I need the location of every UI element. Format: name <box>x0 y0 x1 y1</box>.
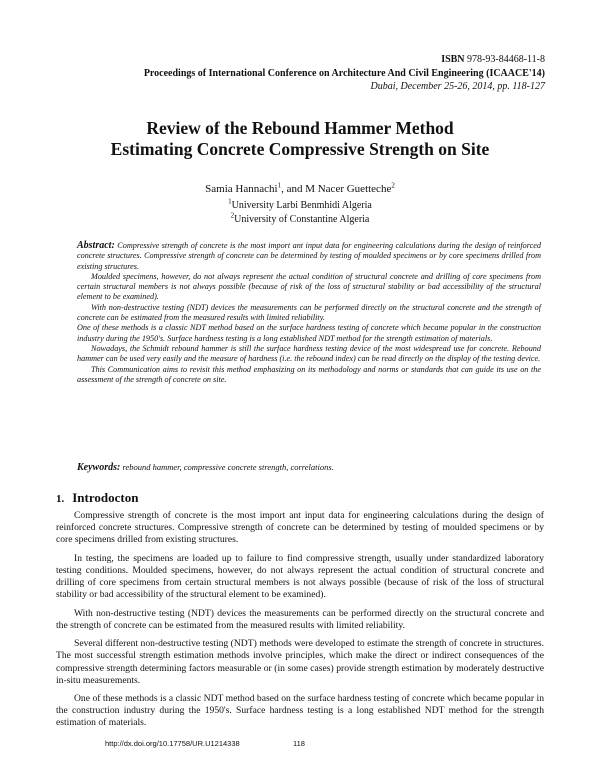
abstract-paragraph-text: Compressive strength of concrete is the most import ant input data for engineering calculations during the design of reinforced concrete structures. Compressive strength of concrete can be determined by testing of moulded specimens or by core specimens drilled from existing structures. <box>77 241 542 271</box>
affiliation-1-mark: 1 <box>228 197 232 206</box>
author-2-affiliation-mark: 2 <box>391 181 395 190</box>
body-paragraph: One of these methods is a classic NDT method based on the surface hardness testing of concrete which became popular in the construction industry during the 1950's. Surface hardness testing is a long established NDT method for the strength estimation of materials. <box>56 693 544 729</box>
abstract-paragraph: Moulded specimens, however, do not always represent the actual condition of structural concrete and drilling of core specimens from certain structural members is not always possible (because of risk of the loss of structural stability or bad accessibility of the structural element to be examined). <box>77 271 541 302</box>
abstract-paragraph <box>77 241 541 272</box>
affiliation-1 <box>0 197 600 211</box>
conference-dates-pages: Dubai, December 25-26, 2014, pp. 118-127 <box>370 81 545 92</box>
paper-title-line-1: Review of the Rebound Hammer Method <box>146 118 454 138</box>
isbn-value: 978-93-84468-11-8 <box>467 54 545 65</box>
affiliation-2-mark: 2 <box>230 211 235 220</box>
section-number: 1. <box>56 493 65 505</box>
abstract-paragraph: One of these methods is a classic NDT method based on the surface hardness testing of concrete which became popular in the construction industry during the 1950's. Surface hardness testing is a long established NDT method for the strength estimation of materials. <box>77 323 541 343</box>
affiliation-2 <box>0 211 600 225</box>
abstract-label: Abstract: <box>77 240 115 251</box>
keywords-line <box>77 462 541 473</box>
abstract-paragraph: Nowadays, the Schmidt rebound hammer is still the surface hardness testing device of the most widespread use for concrete. Rebound hammer can be used very easily and the measure of hardness (i.e. the rebound index) can be read directly on the display of the testing device. <box>77 343 541 364</box>
author-1: Samia Hannachi <box>205 183 278 195</box>
keywords-text: rebound hammer, compressive concrete strength, correlations. <box>122 462 334 472</box>
body-paragraph: Compressive strength of concrete is the most import ant input data for engineering calculations during the design of reinforced concrete structures. Compressive strength of concrete can be determined by testing of moulded specimens or by core specimens drilled from existing structures. <box>56 510 544 546</box>
paper-title-line-2: Estimating Concrete Compressive Strength on Site <box>110 139 490 159</box>
keywords-label: Keywords: <box>77 462 121 473</box>
paper-title <box>0 118 600 160</box>
section-body <box>56 510 544 736</box>
section-title: Introdocton <box>72 490 139 505</box>
affiliation-1-text: University Larbi Benmhidi Algeria <box>231 200 372 211</box>
body-paragraph: With non-destructive testing (NDT) devices the measurements can be performed directly on the structural concrete and the strength of concrete can be estimated from the measured results with limited reliability. <box>56 607 544 631</box>
abstract-paragraph: This Communication aims to revisit this method emphasizing on its methodology and norms or standards that can guide its use on the assessment of the strength of concrete on site. <box>77 364 541 384</box>
body-paragraph: Several different non-destructive testing (NDT) methods were developed to estimate the strength of concrete in structures. The most successful strength estimation methods involve principles, which make the direct or indirect consequences of the compressive strength determining factors measurable or (in some cases) provide strength estimation by moderately destructive in-situ measurements. <box>56 638 544 686</box>
author-2: M Nacer Guetteche <box>305 183 392 195</box>
abstract-block <box>77 241 541 385</box>
author-list <box>0 183 600 195</box>
author-1-affiliation-mark: 1 <box>277 181 282 190</box>
doi-link[interactable]: http://dx.doi.org/10.17758/UR.U1214338 <box>105 739 240 748</box>
author-separator: , and <box>281 183 306 195</box>
body-paragraph: In testing, the specimens are loaded up to failure to find compressive strength, usually under standardized laboratory testing conditions. Moulded specimens, however, do not always represent the actual condition of structural concrete and drilling of core specimens from certain structural members is not always possible (because of risk of the loss of structural stability or bad accessibility of the structural element to be examined). <box>56 552 544 601</box>
affiliation-2-text: University of Constantine Algeria <box>234 214 370 225</box>
isbn-label: ISBN <box>441 54 465 65</box>
abstract-paragraph: With non-destructive testing (NDT) devices the measurements can be performed directly on the structural concrete and the strength of concrete can be estimated from the measured results with limited reliability. <box>77 302 541 323</box>
proceedings-title: Proceedings of International Conference on Architecture And Civil Engineering (ICAACE'14) <box>143 68 545 79</box>
section-heading <box>56 490 138 506</box>
page-number: 118 <box>293 739 305 748</box>
isbn-line <box>441 54 545 65</box>
